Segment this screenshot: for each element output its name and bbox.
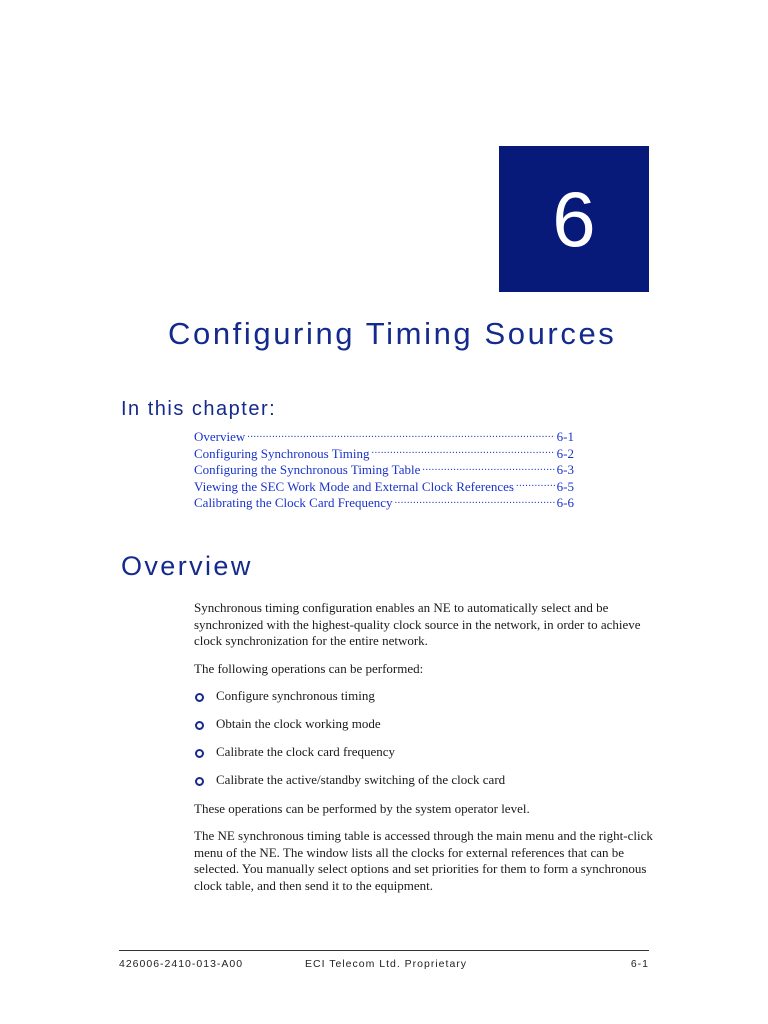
- list-item-text: Obtain the clock working mode: [216, 716, 381, 731]
- chapter-number-box: [499, 146, 649, 292]
- bullet-circle-icon: [195, 777, 204, 786]
- list-item: [194, 716, 654, 744]
- toc-entry-calibrating-clock-card-frequency[interactable]: [194, 495, 574, 512]
- operations-list: [194, 688, 654, 800]
- toc-entry-label: Viewing the SEC Work Mode and External Clock References: [194, 478, 514, 494]
- timing-table-paragraph: The NE synchronous timing table is accessed through the main menu and the right-click menu of the NE. The window lists all the clocks for external references that can be selected. You manually select options and set priorities for them to form a synchronous clock table, and then send it to the equipment.: [194, 828, 653, 893]
- toc-entry-configuring-synchronous-timing[interactable]: [194, 446, 574, 463]
- footer-page-number: 6-1: [630, 958, 649, 970]
- footer-doc-number: 426006-2410-013-A00: [119, 958, 244, 970]
- bullet-circle-icon: [195, 693, 204, 702]
- toc-entry-label: Configuring the Synchronous Timing Table: [194, 462, 421, 477]
- chapter-toc: [194, 429, 574, 512]
- chapter-number: 6: [552, 174, 596, 263]
- list-item-text: Configure synchronous timing: [216, 688, 375, 703]
- bullet-circle-icon: [195, 721, 204, 730]
- page-footer: [119, 958, 649, 970]
- permissions-paragraph: These operations can be performed by the system operator level.: [194, 801, 530, 816]
- toc-leader-dots: [516, 479, 555, 491]
- toc-leader-dots: [395, 495, 555, 507]
- toc-leader-dots: [422, 462, 554, 474]
- toc-entry-page: 6-5: [556, 478, 574, 494]
- list-item: [194, 688, 654, 716]
- in-this-chapter-heading: In this chapter:: [121, 398, 277, 420]
- overview-heading: Overview: [121, 551, 253, 581]
- toc-leader-dots: [247, 429, 554, 441]
- toc-entry-label: Configuring Synchronous Timing: [194, 445, 370, 461]
- list-item: [194, 744, 654, 772]
- list-item-text: Calibrate the clock card frequency: [216, 744, 396, 759]
- list-item: [194, 772, 654, 800]
- toc-entry-label: Calibrating the Clock Card Frequency: [194, 495, 393, 510]
- footer-divider: [119, 950, 649, 951]
- toc-entry-configuring-synchronous-timing-table[interactable]: [194, 462, 574, 479]
- toc-entry-page: 6-6: [556, 495, 574, 510]
- toc-entry-page: 6-1: [556, 429, 574, 444]
- list-item-text: Calibrate the active/standby switching of the clock card: [216, 772, 506, 787]
- footer-company: ECI Telecom Ltd. Proprietary: [305, 958, 468, 970]
- toc-entry-label: Overview: [194, 429, 246, 444]
- toc-entry-viewing-sec-work-mode[interactable]: [194, 479, 574, 496]
- operations-intro-paragraph: The following operations can be performed:: [194, 661, 424, 676]
- toc-entry-page: 6-2: [556, 445, 574, 461]
- toc-entry-page: 6-3: [556, 462, 574, 477]
- overview-paragraph: Synchronous timing configuration enables an NE to automatically select and be synchronized with the highest-quality clock source in the network, in order to achieve clock synchronization for the entire network.: [194, 600, 641, 648]
- bullet-circle-icon: [195, 749, 204, 758]
- toc-leader-dots: [372, 446, 555, 458]
- toc-entry-overview[interactable]: [194, 429, 574, 446]
- chapter-title: Configuring Timing Sources: [168, 316, 617, 351]
